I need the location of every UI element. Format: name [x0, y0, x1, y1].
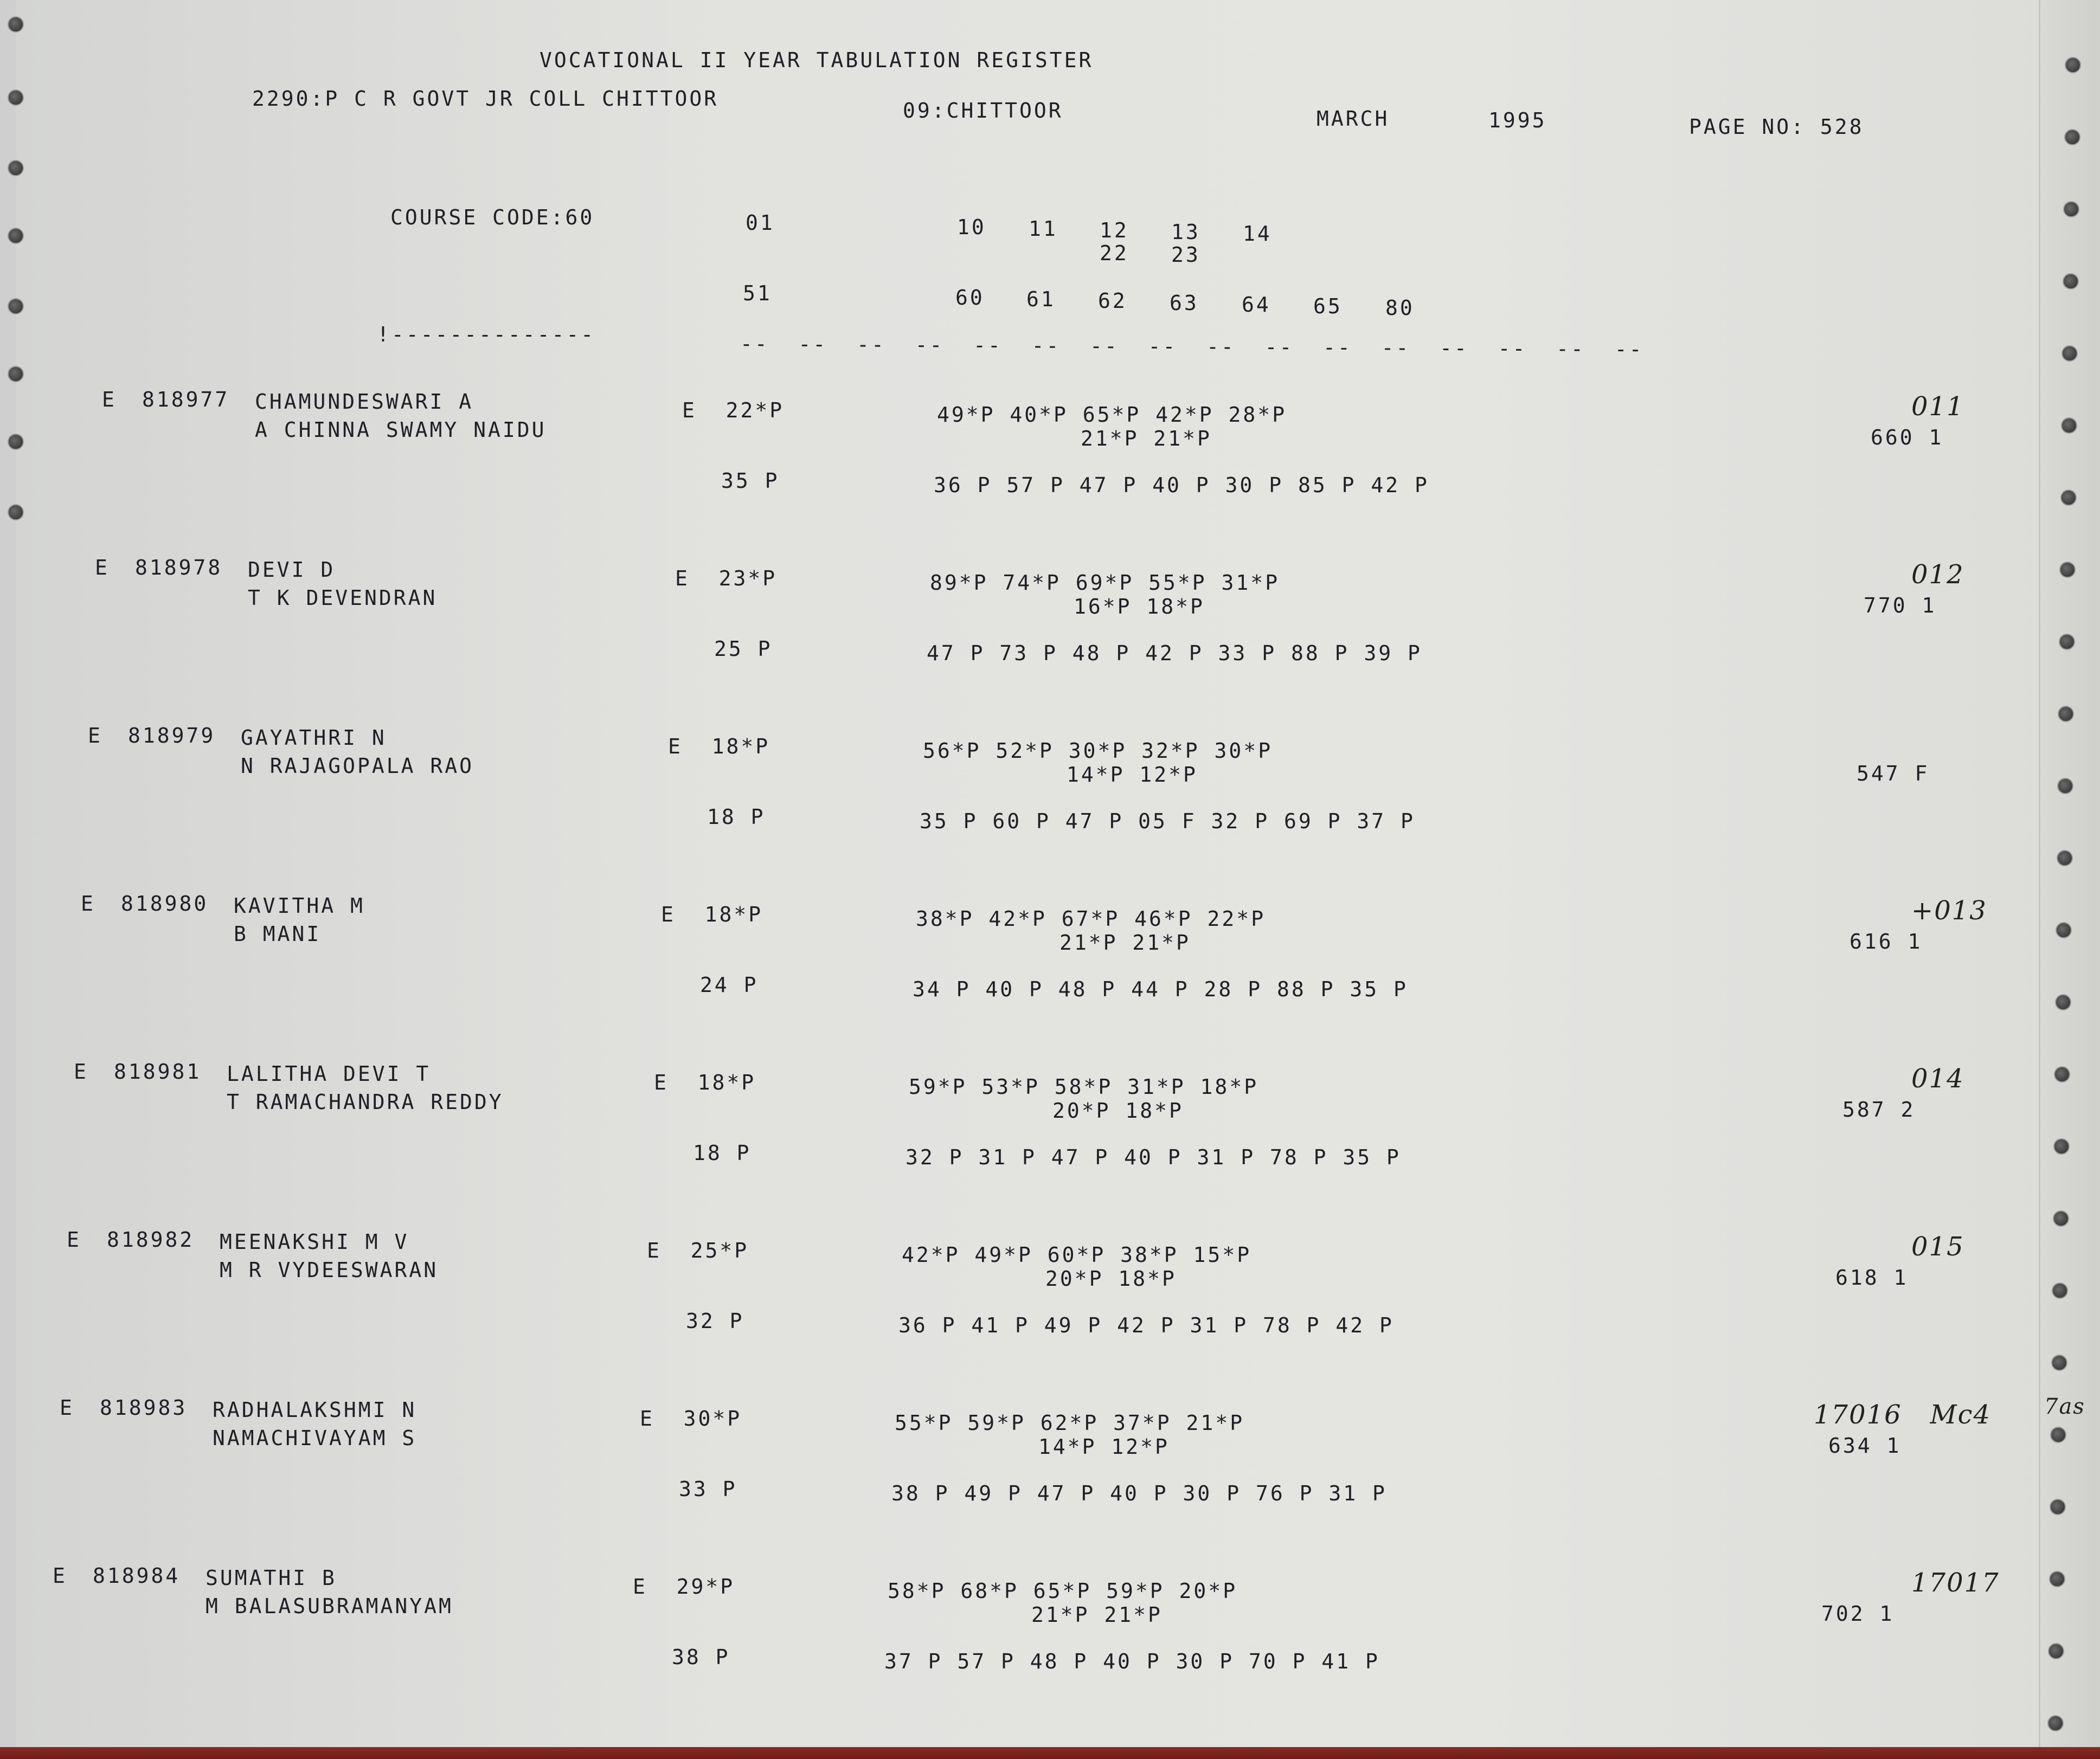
student-name: CHAMUNDESWARI A: [255, 390, 474, 414]
total-result: 770 1: [1864, 594, 1937, 617]
exam-month: MARCH: [1316, 107, 1390, 131]
parent-name: M R VYDEESWARAN: [220, 1258, 439, 1282]
parent-name: M BALASUBRAMANYAM: [205, 1594, 453, 1618]
language-marks-1: E 23*P: [675, 566, 778, 590]
punch-hole-icon: [8, 298, 24, 314]
feed-hole-icon: [2050, 1499, 2066, 1515]
feed-hole-icon: [2060, 489, 2077, 506]
feed-hole-icon: [2051, 1355, 2067, 1371]
language-marks-1: E 18*P: [661, 903, 763, 926]
record-type: E: [74, 1060, 88, 1084]
subject-marks-row1b: 14*P 12*P: [1067, 763, 1198, 787]
language-marks-1: E 18*P: [668, 734, 770, 758]
student-name: GAYATHRI N: [241, 726, 387, 750]
feed-hole-icon: [2048, 1643, 2064, 1659]
parent-name: A CHINNA SWAMY NAIDU: [255, 418, 547, 442]
parent-name: N RAJAGOPALA RAO: [241, 754, 474, 778]
language-marks-1: E 29*P: [633, 1575, 735, 1599]
student-name: RADHALAKSHMI N: [213, 1398, 417, 1422]
feed-hole-icon: [2061, 417, 2077, 434]
punch-hole-icon: [8, 504, 24, 520]
tractor-feed-strip: [2039, 0, 2100, 1759]
feed-hole-icon: [2057, 850, 2073, 866]
col-code: 13: [1171, 220, 1200, 244]
handwritten-serial-note: +013: [1911, 895, 1987, 926]
subject-marks-row2: 34 P 40 P 48 P 44 P 28 P 88 P 35 P: [913, 977, 1408, 1001]
subject-marks-row1: 59*P 53*P 58*P 31*P 18*P: [909, 1075, 1259, 1099]
handwritten-serial-note: 014: [1911, 1064, 1964, 1094]
feed-hole-icon: [2055, 994, 2071, 1010]
punch-hole-icon: [8, 160, 24, 176]
record-type: E: [81, 892, 95, 916]
punch-hole-icon: [8, 16, 24, 33]
total-result: 660 1: [1871, 426, 1944, 449]
total-result: 587 2: [1842, 1098, 1916, 1122]
record-type: E: [95, 556, 110, 579]
roll-number: 818984: [93, 1564, 181, 1588]
language-marks-2: 24 P: [700, 973, 759, 997]
roll-number: 818981: [114, 1060, 202, 1084]
feed-hole-icon: [2053, 1210, 2069, 1227]
total-result: 702 1: [1821, 1602, 1895, 1626]
subject-marks-row1b: 20*P 18*P: [1045, 1267, 1177, 1291]
language-marks-1: E 18*P: [654, 1071, 756, 1094]
subject-marks-row2: 35 P 60 P 47 P 05 F 32 P 69 P 37 P: [920, 809, 1415, 833]
college-name: 2290:P C R GOVT JR COLL CHITTOOR: [252, 87, 719, 111]
subject-marks-row2: 36 P 41 P 49 P 42 P 31 P 78 P 42 P: [898, 1313, 1394, 1337]
record-type: E: [53, 1564, 67, 1588]
handwritten-serial-note: 011: [1911, 391, 1964, 422]
record-type: E: [88, 724, 102, 748]
col-code: 64: [1242, 293, 1271, 317]
page-number: PAGE NO: 528: [1689, 115, 1864, 139]
student-name: DEVI D: [248, 558, 336, 582]
record-type: E: [102, 388, 117, 411]
student-name: LALITHA DEVI T: [227, 1062, 431, 1086]
total-result: 616 1: [1849, 930, 1923, 953]
register-title: VOCATIONAL II YEAR TABULATION REGISTER: [540, 48, 1094, 72]
feed-hole-icon: [2057, 778, 2073, 794]
parent-name: T K DEVENDRAN: [248, 586, 438, 610]
parent-name: NAMACHIVAYAM S: [213, 1426, 417, 1450]
roll-number: 818982: [107, 1228, 195, 1252]
feed-hole-icon: [2065, 57, 2081, 73]
subject-marks-row1b: 14*P 12*P: [1038, 1435, 1170, 1459]
subject-marks-row1b: 20*P 18*P: [1052, 1099, 1184, 1123]
subject-marks-row1b: 21*P 21*P: [1031, 1603, 1163, 1627]
feed-hole-icon: [2056, 922, 2072, 938]
language-marks-2: 18 P: [707, 805, 766, 829]
exam-year: 1995: [1488, 108, 1547, 132]
feed-hole-icon: [2052, 1283, 2068, 1299]
col-code: 12: [1100, 218, 1129, 242]
parent-name: B MANI: [234, 922, 322, 946]
feed-hole-icon: [2059, 562, 2076, 578]
language-marks-2: 32 P: [686, 1309, 744, 1333]
feed-hole-icon: [2047, 1715, 2064, 1731]
margin-note: 7as: [2044, 1394, 2085, 1419]
header-rule: -- -- -- -- -- -- -- -- -- -- -- -- -- -- -- --: [740, 332, 1644, 362]
student-name: KAVITHA M: [234, 894, 365, 918]
parent-name: T RAMACHANDRA REDDY: [227, 1090, 504, 1114]
col-code: 01: [746, 211, 775, 235]
feed-hole-icon: [2063, 201, 2079, 217]
feed-hole-icon: [2059, 634, 2075, 650]
subject-marks-row1b: 21*P 21*P: [1059, 931, 1191, 955]
roll-number: 818979: [128, 724, 216, 748]
subject-marks-row2: 32 P 31 P 47 P 40 P 31 P 78 P 35 P: [905, 1145, 1401, 1169]
col-code: 62: [1098, 289, 1127, 313]
subject-marks-row2: 36 P 57 P 47 P 40 P 30 P 85 P 42 P: [934, 473, 1429, 497]
language-marks-1: E 22*P: [682, 398, 785, 422]
roll-number: 818983: [100, 1396, 188, 1420]
roll-number: 818980: [121, 892, 209, 916]
col-code: 23: [1171, 243, 1200, 267]
col-code: 10: [957, 215, 986, 239]
feed-hole-icon: [2064, 129, 2080, 145]
subject-marks-row1: 89*P 74*P 69*P 55*P 31*P: [930, 571, 1280, 595]
total-result: 547 F: [1857, 762, 1930, 785]
district-name: 09:CHITTOOR: [903, 99, 1063, 123]
feed-hole-icon: [2049, 1571, 2065, 1587]
col-code: 11: [1029, 217, 1058, 241]
subject-marks-row2: 47 P 73 P 48 P 42 P 33 P 88 P 39 P: [927, 641, 1422, 665]
col-code: 65: [1313, 294, 1343, 318]
subject-marks-row1: 58*P 68*P 65*P 59*P 20*P: [888, 1579, 1238, 1603]
punch-hole-icon: [8, 228, 24, 244]
binder-edge: [0, 1747, 2100, 1759]
language-marks-2: 35 P: [721, 469, 780, 493]
total-result: 634 1: [1828, 1434, 1902, 1458]
col-code: 51: [743, 281, 772, 305]
student-name: SUMATHI B: [205, 1566, 337, 1590]
handwritten-serial-note: 17016 Mc4: [1814, 1400, 1992, 1430]
language-marks-2: 25 P: [714, 637, 773, 661]
subject-marks-row1: 49*P 40*P 65*P 42*P 28*P: [937, 403, 1287, 427]
punch-hole-icon: [8, 366, 24, 382]
col-code: 80: [1385, 296, 1415, 320]
language-marks-1: E 30*P: [640, 1407, 742, 1431]
handwritten-serial-note: 012: [1911, 559, 1964, 590]
col-code: 61: [1026, 287, 1056, 311]
handwritten-serial-note: 17017: [1911, 1568, 2000, 1598]
col-code: 22: [1100, 241, 1129, 265]
language-marks-2: 33 P: [679, 1477, 737, 1501]
header-rule-left: !--------------: [377, 323, 596, 346]
subject-marks-row1: 42*P 49*P 60*P 38*P 15*P: [902, 1243, 1252, 1267]
subject-marks-row1b: 16*P 18*P: [1074, 595, 1205, 618]
record-type: E: [67, 1228, 81, 1252]
record-type: E: [60, 1396, 74, 1420]
col-code: 60: [955, 286, 985, 310]
language-marks-1: E 25*P: [647, 1239, 749, 1262]
subject-marks-row1: 55*P 59*P 62*P 37*P 21*P: [895, 1411, 1245, 1435]
total-result: 618 1: [1835, 1266, 1909, 1290]
course-code: COURSE CODE:60: [390, 205, 595, 229]
feed-hole-icon: [2063, 273, 2079, 289]
subject-marks-row1: 56*P 52*P 30*P 32*P 30*P: [923, 739, 1273, 763]
col-code: 63: [1170, 291, 1199, 315]
language-marks-2: 18 P: [693, 1141, 752, 1165]
roll-number: 818978: [135, 556, 223, 579]
subject-marks-row1b: 21*P 21*P: [1081, 427, 1212, 450]
punch-hole-icon: [8, 434, 24, 450]
roll-number: 818977: [142, 388, 230, 411]
subject-marks-row2: 37 P 57 P 48 P 40 P 30 P 70 P 41 P: [884, 1650, 1380, 1673]
feed-hole-icon: [2053, 1138, 2070, 1155]
subject-marks-row2: 38 P 49 P 47 P 40 P 30 P 76 P 31 P: [891, 1481, 1387, 1505]
language-marks-2: 38 P: [672, 1645, 730, 1669]
student-name: MEENAKSHI M V: [220, 1230, 409, 1254]
subject-marks-row1: 38*P 42*P 67*P 46*P 22*P: [916, 907, 1266, 931]
handwritten-serial-note: 015: [1911, 1232, 1964, 1262]
punch-hole-icon: [8, 89, 24, 106]
col-code: 14: [1243, 222, 1272, 246]
